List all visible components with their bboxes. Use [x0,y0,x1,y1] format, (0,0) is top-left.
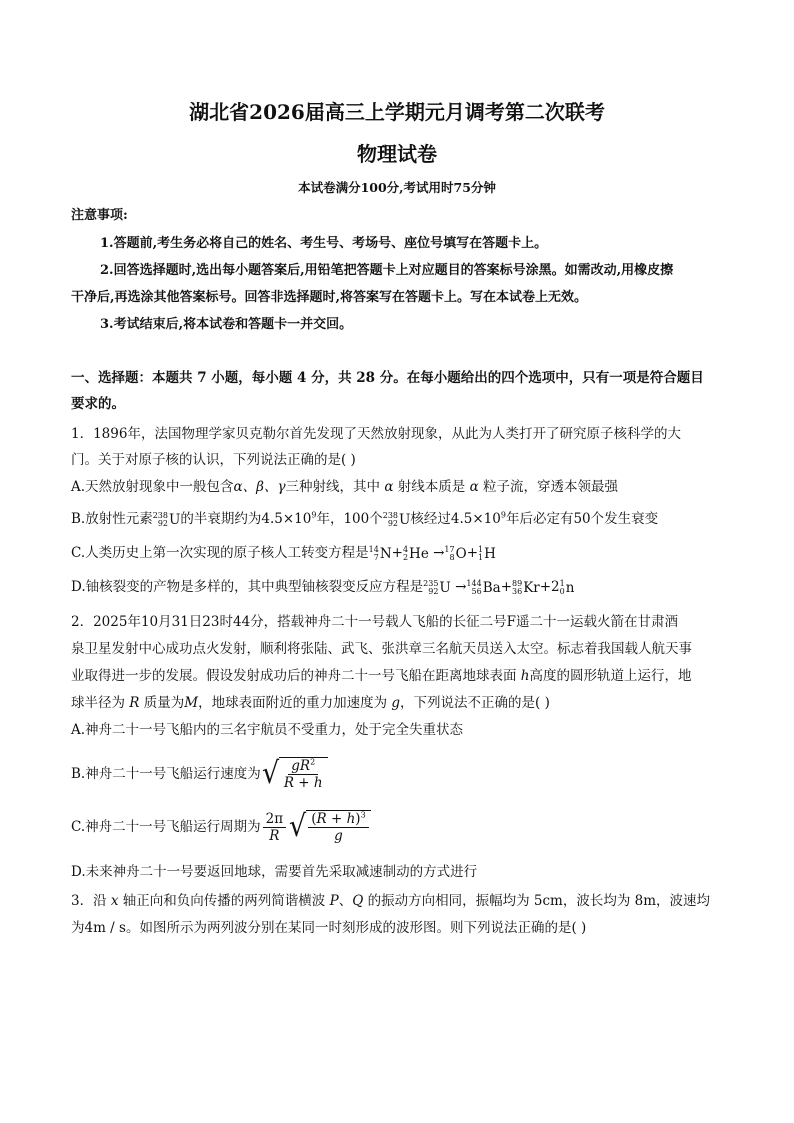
q2-stem: 2．2025年10月31日23时44分，搭载神舟二十一号载人飞船的长征二号F遥二十一运载火箭在甘肃酒 [71,614,679,630]
q2-option-d: D.未来神舟二十一号要返回地球，需要首先采取减速制动的方式进行 [71,864,478,880]
q1-option-a: A.天然放射现象中一般包含α、β、γ三种射线，其中 α 射线本质是 α 粒子流，穿透本领最强 [71,479,618,495]
velocity-formula: √ $\frac{gR^2}{R + h}$ [261,757,328,791]
q3-stem: 3．沿 x 轴正向和负向传播的两列简谐横波 P、Q 的振动方向相同，振幅均为 5cm，波长均为 8m，波速均 [71,893,710,909]
q1-option-c: C.人类历史上第一次实现的原子核人工转变方程是 14 7 N+ 4 2 He → 17 8 O+ 1 1 H [71,545,496,562]
q1-option-d: D.铀核裂变的产物是多样的，其中典型铀核裂变反应方程是 235 92 U → 144 56 Ba+ 89 36 Kr+2 1 0 n [71,579,575,596]
subject-title: 物理试卷 [357,142,437,166]
note-item-1: 1.答题前,考生务必将自己的姓名、考生号、考场号、座位号填写在答题卡上。 [100,236,548,251]
q2-option-c: C.神舟二十一号飞船运行周期为 $\frac{2\pi}{R}$ √ $\frac{(R + h)^3}{g}$ [71,804,371,850]
q3-stem-cont: 为4m / s。如图所示为两列波分别在某同一时刻形成的波形图。则下列说法正确的是( ) [71,920,587,936]
exam-title: 湖北省2026届高三上学期元月调考第二次联考 [189,100,605,124]
period-formula: √ $\frac{(R + h)^3}{g}$ [288,810,371,844]
uranium-238-nuclide: 238 92 U [152,511,181,528]
section-heading: 一、选择题：本题共 7 小题，每小题 4 分，共 28 分。在每小题给出的四个选项中，只有一项是符合题目 [71,370,704,386]
section-heading-cont: 要求的。 [71,396,125,412]
q2-stem-cont-3: 球半径为 R 质量为M，地球表面附近的重力加速度为 g，下列说法不正确的是( ) [71,695,550,711]
q2-stem-cont-2: 业取得进一步的发展。假设发射成功后的神舟二十一号飞船在距离地球表面 h高度的圆形轨道上运行，地 [71,668,692,684]
q1-stem-cont: 门。关于对原子核的认识，下列说法正确的是( ) [71,452,356,468]
notes-heading: 注意事项: [71,208,128,223]
q2-stem-cont-1: 泉卫星发射中心成功点火发射，顺利将张陆、武飞、张洪章三名航天员送入太空。标志着我国载人航天事 [71,641,692,657]
uranium-238-nuclide-2: 238 92 U [382,511,411,528]
q1-stem: 1．1896年，法国物理学家贝克勒尔首先发现了天然放射现象，从此为人类打开了研究原子核科学的大 [71,426,681,442]
q2-option-a: A.神舟二十一号飞船内的三名宇航员不受重力，处于完全失重状态 [71,722,464,738]
note-item-3: 3.考试结束后,将本试卷和答题卡一并交回。 [100,317,353,332]
period-coefficient: $\frac{2\pi}{R}$ [263,811,286,844]
note-item-2-cont: 干净后,再选涂其他答案标号。回答非选择题时,将答案写在答题卡上。写在本试卷上无效。 [71,290,588,305]
exam-meta: 本试卷满分100分,考试用时75分钟 [298,180,496,195]
note-item-2: 2.回答选择题时,选出每小题答案后,用铅笔把答题卡上对应题目的答案标号涂黑。如需改动,用橡皮擦 [100,263,674,278]
q2-option-b: B.神舟二十一号飞船运行速度为 √ $\frac{gR^2}{R + h}$ [71,752,328,796]
q1-option-b: B.放射性元素 238 92 U的半衰期约为$4.5\times 10^9$年，100个 238 92 U核经过$4.5\times 10^9$年后必定有50个发生衰变 [71,510,659,528]
